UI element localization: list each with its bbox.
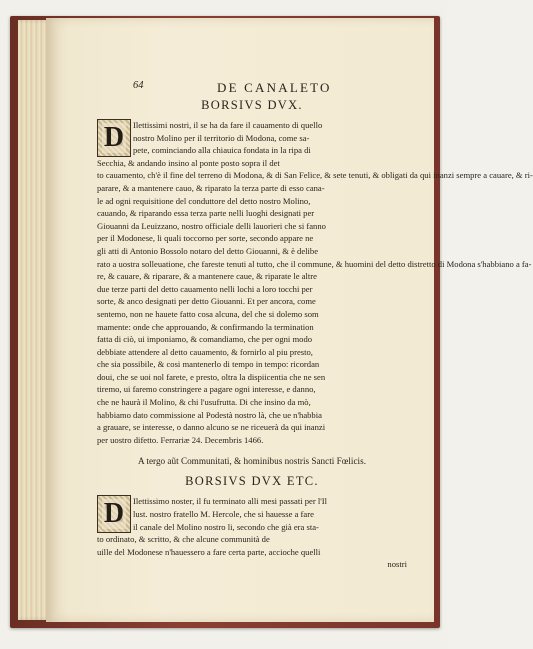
text-line: gli atti di Antonio Bossolo notaro del detto Giouanni, & è delibe: [97, 245, 319, 256]
text-line: che ne haurà il Molino, & chi l'usufrutta. Di che insino da mò,: [97, 397, 311, 408]
text-line: debbiate attendere al detto cauamento, & fornirlo al piu presto,: [97, 346, 313, 357]
letter1-title: BORSIVS DVX.: [201, 98, 303, 112]
text-line: Giouanni da Leuizzano, nostro officiale delli lauorieri che si fanno: [97, 220, 326, 231]
text-line: lust. nostro fratello M. Hercole, che si hauesse a fare: [133, 509, 314, 520]
page-number: 64: [133, 80, 144, 91]
text-line: sorte, & anco designati per detto Giouanni. Et per ancora, come: [97, 296, 316, 307]
text-line: due terze parti del detto cauamento nelli lochi a loro tocchi per: [97, 283, 313, 294]
page-text: [97, 80, 533, 571]
text-line: le ad ogni requisitione del conduttore del detto nostro Molino,: [97, 195, 311, 206]
letter2-title: BORSIVS DVX ETC.: [185, 474, 319, 489]
text-line: uille del Modonese n'hauessero a fare certa parte, accioche quelli: [97, 546, 321, 557]
text-line: mamente: onde che approuando, & confirmando la termination: [97, 321, 314, 332]
letter2-body: [97, 495, 407, 571]
running-head: DE CANALETO: [217, 80, 332, 95]
text-line: a grauare, se interesse, o danno alcuno se ne riceuerà da qui inanzi: [97, 422, 326, 433]
text-line: Ilettissimi nostri, il se ha da fare il cauamento di quello: [133, 120, 323, 130]
catchword: nostri: [387, 559, 407, 570]
text-line: per il Modonese, li quali toccorno per sorte, secondo appare ne: [97, 233, 314, 244]
text-line: pete, cominciando alla chiauica fondata in la ripa di: [133, 145, 311, 156]
text-line: rato a uostra solleuatione, che fareste tenuti al tutto, che il commune, & huomini del detto distretto di Modona s'habbiano a fa-: [97, 258, 532, 269]
text-line: habbiamo dato commissione al Podestà nostro là, che ue n'habbia: [97, 409, 322, 420]
text-line: fatta di ciò, ui imponiamo, & comandiamo, che per ogni modo: [97, 334, 313, 345]
letter1-body: [97, 119, 533, 446]
text-line: to ordinato, & scritto, & che alcune communità de: [97, 534, 270, 545]
decorated-initial: D: [97, 495, 131, 533]
text-line: cauando, & riparando essa terza parte nelli luoghi designati per: [97, 208, 315, 219]
text-line: doui, che se uoi nol farete, e presto, oltra la dispiicentia che ne sen: [97, 371, 326, 382]
text-line: nostro Molino per il territorio di Modona, come sa-: [133, 132, 310, 143]
text-line: tiremo, ui faremo constringere a pagare ogni interesse, e danno,: [97, 384, 316, 395]
text-line: parare, & a mantenere cauo, & riparato la terza parte di esso cana-: [97, 182, 325, 193]
text-line: il canale del Molino nostro li, secondo che già era sta-: [133, 521, 319, 532]
page-header: [97, 80, 407, 96]
text-line: Ilettissimo noster, il fu terminato alli mesi passati per l'Il: [133, 496, 328, 507]
decorated-initial: D: [97, 119, 131, 157]
text-line: to cauamento, ch'è il fine del terreno di Modona, & di San Felice, & sete tenuti, & obligati da qui inanzi sempre a cauare, & ri-: [97, 170, 533, 181]
text-line: che sia possibile, & cosi mantenerlo di tempo in tempo: ricordan: [97, 359, 320, 370]
text-line: per uostro difetto. Ferrariæ 24. Decembris 1466.: [97, 434, 264, 445]
text-line: re, & cauare, & riparare, & a mantenere caue, & riparate le altre: [97, 271, 317, 282]
text-line: sentemo, non ne hauete fatto cosa alcuna, del che si dolemo som: [97, 308, 319, 319]
text-line: Secchia, & andando insino al ponte posto sopra il det: [97, 157, 280, 168]
address-line: A tergo aũt Communitati, & hominibus nostris Sancti Fœlicis.: [138, 456, 366, 467]
